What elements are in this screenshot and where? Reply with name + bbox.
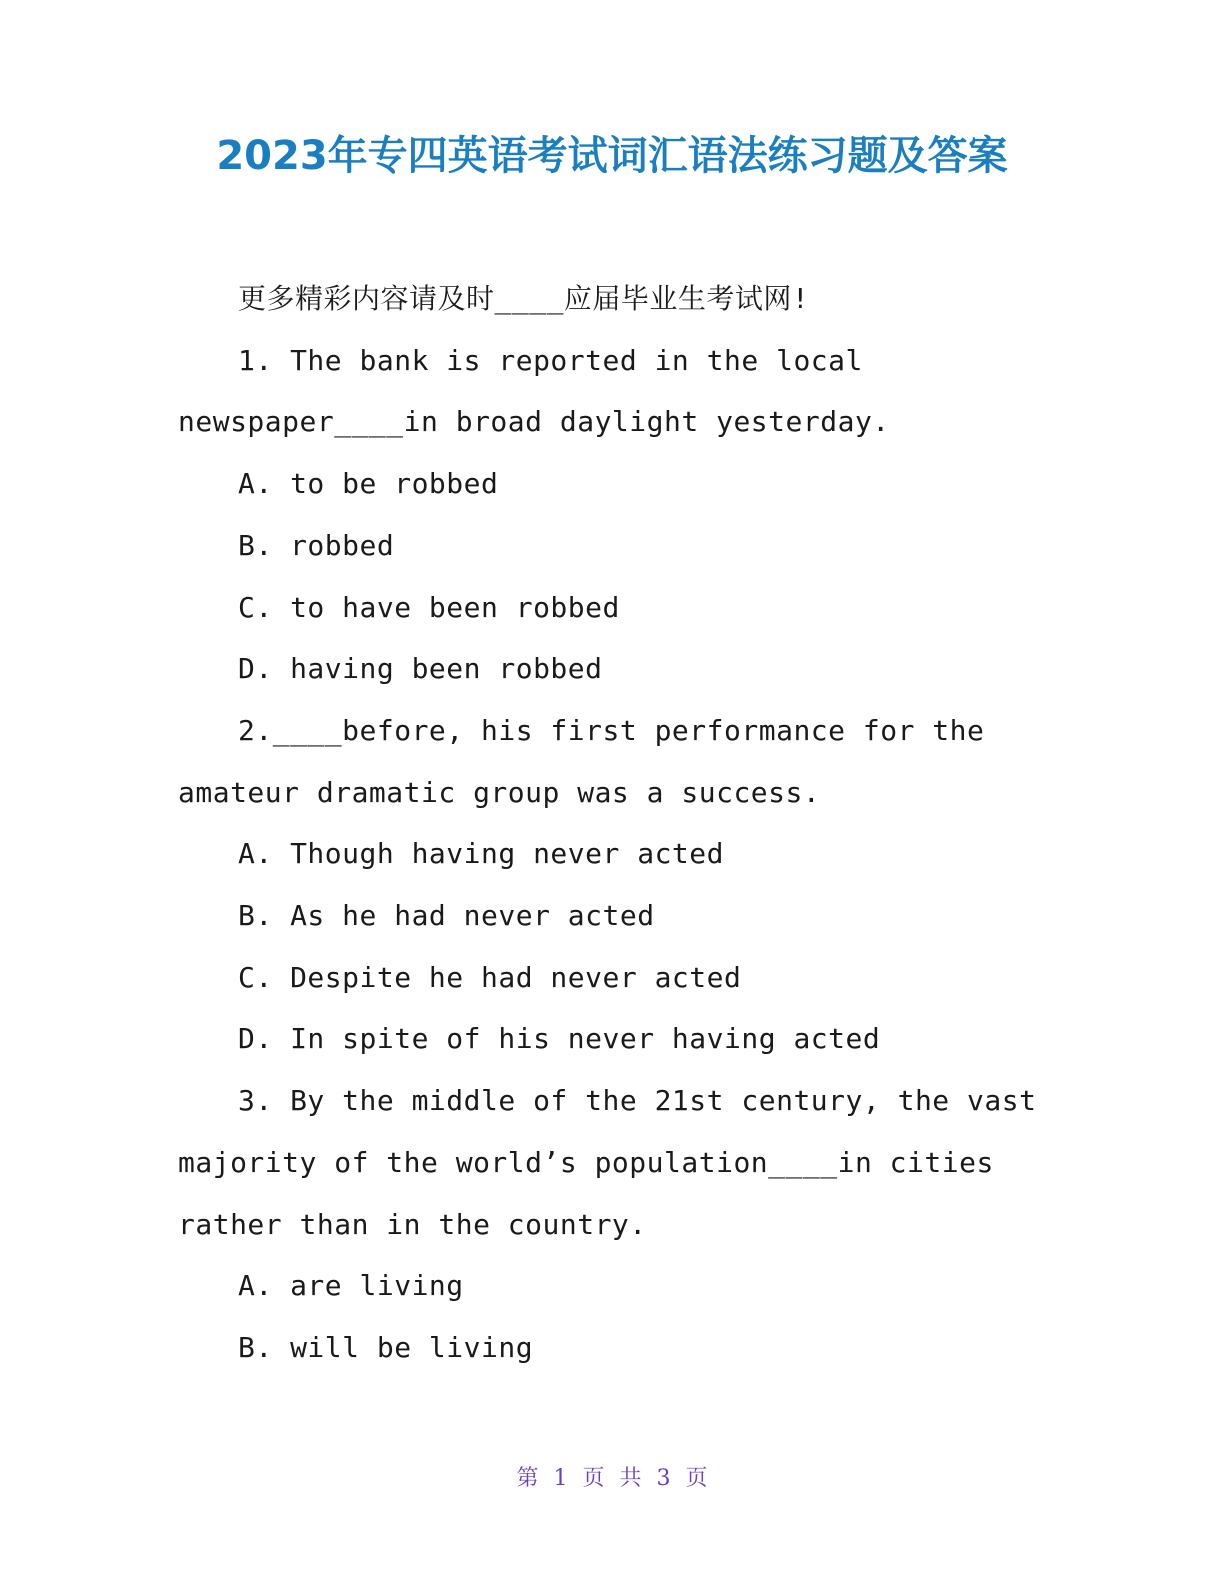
question-2-option-d: D. In spite of his never having acted [238,1022,881,1056]
question-2-option-a: A. Though having never acted [238,837,725,871]
question-1-option-a: A. to be robbed [238,467,499,501]
question-3-stem-cont-2: rather than in the country. [178,1207,647,1241]
question-3-stem: 3. By the middle of the 21st century, the vast [238,1084,1037,1118]
question-2-stem: 2.____before, his first performance for the [238,713,985,747]
intro-line: 更多精彩内容请及时____应届毕业生考试网! [238,282,810,315]
question-3-option-b: B. will be living [238,1330,534,1364]
document-title: 2023年专四英语考试词汇语法练习题及答案 [216,133,1008,179]
question-1-option-d: D. having been robbed [238,652,603,686]
page-footer: 第 1 页 共 3 页 [516,1466,708,1491]
question-2-option-b: B. As he had never acted [238,899,655,933]
question-3-stem-cont: majority of the world’s population____in cities [178,1145,994,1179]
question-2-option-c: C. Despite he had never acted [238,960,742,994]
question-1-option-b: B. robbed [238,528,395,562]
document-body [178,268,1037,1379]
question-1-option-c: C. to have been robbed [238,590,620,624]
question-2-stem-cont: amateur dramatic group was a success. [178,775,821,809]
question-1-stem: 1. The bank is reported in the local [238,343,863,377]
question-1-stem-cont: newspaper____in broad daylight yesterday. [178,405,890,439]
question-3-option-a: A. are living [238,1269,464,1303]
